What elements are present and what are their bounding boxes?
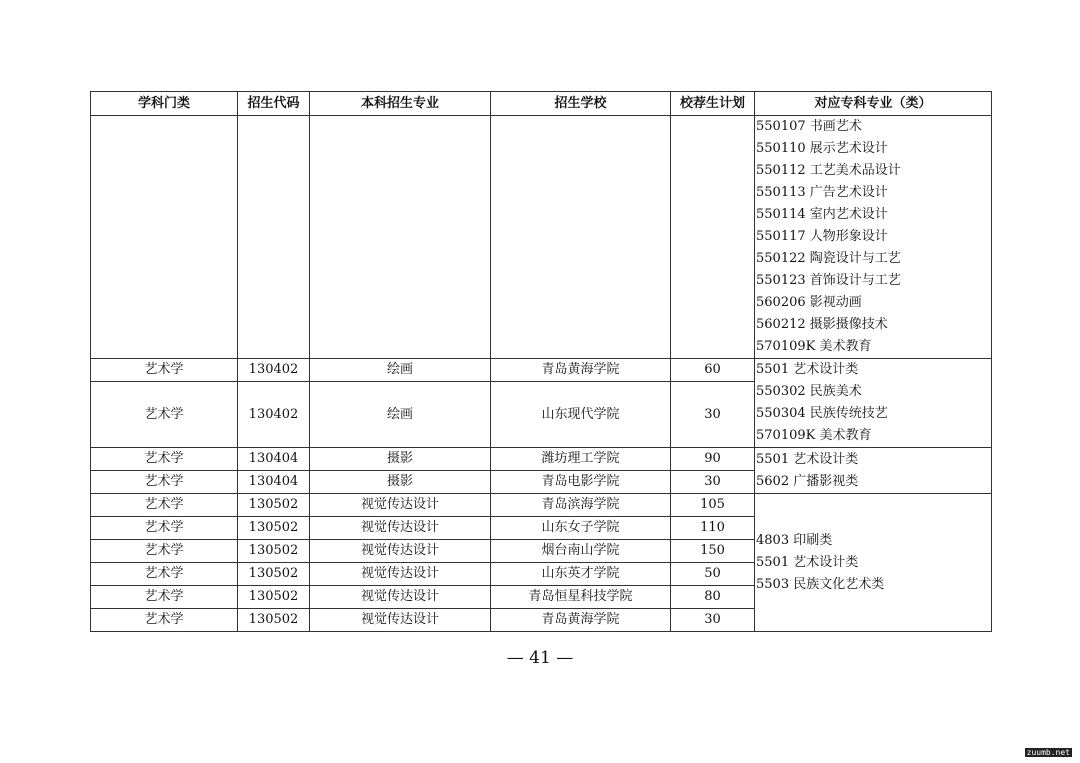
cell-code: 130502 (238, 540, 310, 563)
table-row (91, 359, 992, 382)
major-line: 570109K 美术教育 (756, 428, 872, 443)
cell-category: 艺术学 (91, 382, 238, 448)
major-line: 550122 陶瓷设计与工艺 (756, 251, 901, 266)
cell-plan: 90 (671, 448, 755, 471)
cell-category: 艺术学 (91, 448, 238, 471)
header-row (91, 92, 992, 116)
major-line: 4803 印刷类 (756, 532, 833, 548)
cell-category: 艺术学 (91, 540, 238, 563)
major-line: 550114 室内艺术设计 (756, 207, 888, 222)
cell-category: 艺术学 (91, 494, 238, 517)
cell-plan: 30 (671, 471, 755, 494)
cell-code: 130402 (238, 382, 310, 448)
major-line: 5503 民族文化艺术类 (756, 576, 885, 592)
cell-code: 130404 (238, 448, 310, 471)
cell-school: 青岛恒星科技学院 (491, 586, 671, 609)
table-row (91, 494, 992, 517)
watermark: zuumb.net (1026, 748, 1070, 757)
cell-code: 130402 (238, 359, 310, 382)
major-line: 5602 广播影视类 (756, 473, 859, 489)
table-row (91, 448, 992, 471)
cell-school: 青岛滨海学院 (491, 494, 671, 517)
cell-major: 视觉传达设计 (310, 563, 491, 586)
cell-empty (91, 116, 238, 359)
cell-empty (310, 116, 491, 359)
major-line: 550304 民族传统技艺 (756, 406, 888, 421)
cell-corresponding-majors (755, 494, 992, 632)
major-line: 550107 书画艺术 (756, 119, 862, 134)
cell-category: 艺术学 (91, 517, 238, 540)
cell-school: 山东英才学院 (491, 563, 671, 586)
enrollment-table (90, 91, 992, 632)
major-line: 550123 首饰设计与工艺 (756, 273, 901, 288)
page-number: — 41 — (506, 648, 574, 668)
cell-major: 摄影 (310, 448, 491, 471)
cell-corresponding-majors (755, 448, 992, 494)
major-line: 560206 影视动画 (756, 295, 862, 310)
major-line: 5501 艺术设计类 (756, 362, 859, 377)
cell-empty (671, 116, 755, 359)
cell-major: 绘画 (310, 359, 491, 382)
cell-code: 130502 (238, 517, 310, 540)
cell-school: 青岛黄海学院 (491, 359, 671, 382)
cell-school: 烟台南山学院 (491, 540, 671, 563)
cell-plan: 110 (671, 517, 755, 540)
header-corresponding-major: 对应专科专业（类） (755, 92, 992, 116)
cell-plan: 80 (671, 586, 755, 609)
major-line: 550117 人物形象设计 (756, 229, 888, 244)
cell-code: 130502 (238, 494, 310, 517)
cell-empty (491, 116, 671, 359)
header-major: 本科招生专业 (310, 92, 491, 116)
cell-category: 艺术学 (91, 586, 238, 609)
major-line: 550113 广告艺术设计 (756, 185, 888, 200)
major-line: 5501 艺术设计类 (756, 554, 859, 570)
cell-major: 视觉传达设计 (310, 494, 491, 517)
major-line: 550112 工艺美术品设计 (756, 163, 901, 178)
cell-category: 艺术学 (91, 359, 238, 382)
cell-school: 青岛电影学院 (491, 471, 671, 494)
header-school: 招生学校 (491, 92, 671, 116)
cell-major: 视觉传达设计 (310, 540, 491, 563)
header-code: 招生代码 (238, 92, 310, 116)
cell-empty (238, 116, 310, 359)
cell-corresponding-majors (755, 116, 992, 359)
cell-code: 130502 (238, 586, 310, 609)
cell-plan: 50 (671, 563, 755, 586)
cell-major: 绘画 (310, 382, 491, 448)
cell-code: 130502 (238, 563, 310, 586)
major-line: 550302 民族美术 (756, 384, 862, 399)
cell-major: 视觉传达设计 (310, 586, 491, 609)
cell-corresponding-majors (755, 359, 992, 448)
cell-school: 山东现代学院 (491, 382, 671, 448)
cell-category: 艺术学 (91, 471, 238, 494)
cell-category: 艺术学 (91, 609, 238, 632)
cell-plan: 105 (671, 494, 755, 517)
major-line: 560212 摄影摄像技术 (756, 317, 888, 332)
cell-plan: 150 (671, 540, 755, 563)
cell-plan: 60 (671, 359, 755, 382)
header-category: 学科门类 (91, 92, 238, 116)
major-line: 550110 展示艺术设计 (756, 141, 888, 156)
cell-school: 青岛黄海学院 (491, 609, 671, 632)
cell-school: 潍坊理工学院 (491, 448, 671, 471)
cell-major: 视觉传达设计 (310, 609, 491, 632)
cell-plan: 30 (671, 609, 755, 632)
major-line: 5501 艺术设计类 (756, 451, 859, 467)
cell-school: 山东女子学院 (491, 517, 671, 540)
cell-category: 艺术学 (91, 563, 238, 586)
header-plan: 校荐生计划 (671, 92, 755, 116)
major-line: 570109K 美术教育 (756, 339, 872, 354)
cell-major: 摄影 (310, 471, 491, 494)
cell-plan: 30 (671, 382, 755, 448)
cell-code: 130404 (238, 471, 310, 494)
cell-major: 视觉传达设计 (310, 517, 491, 540)
cell-code: 130502 (238, 609, 310, 632)
table-row-continuation (91, 116, 992, 359)
